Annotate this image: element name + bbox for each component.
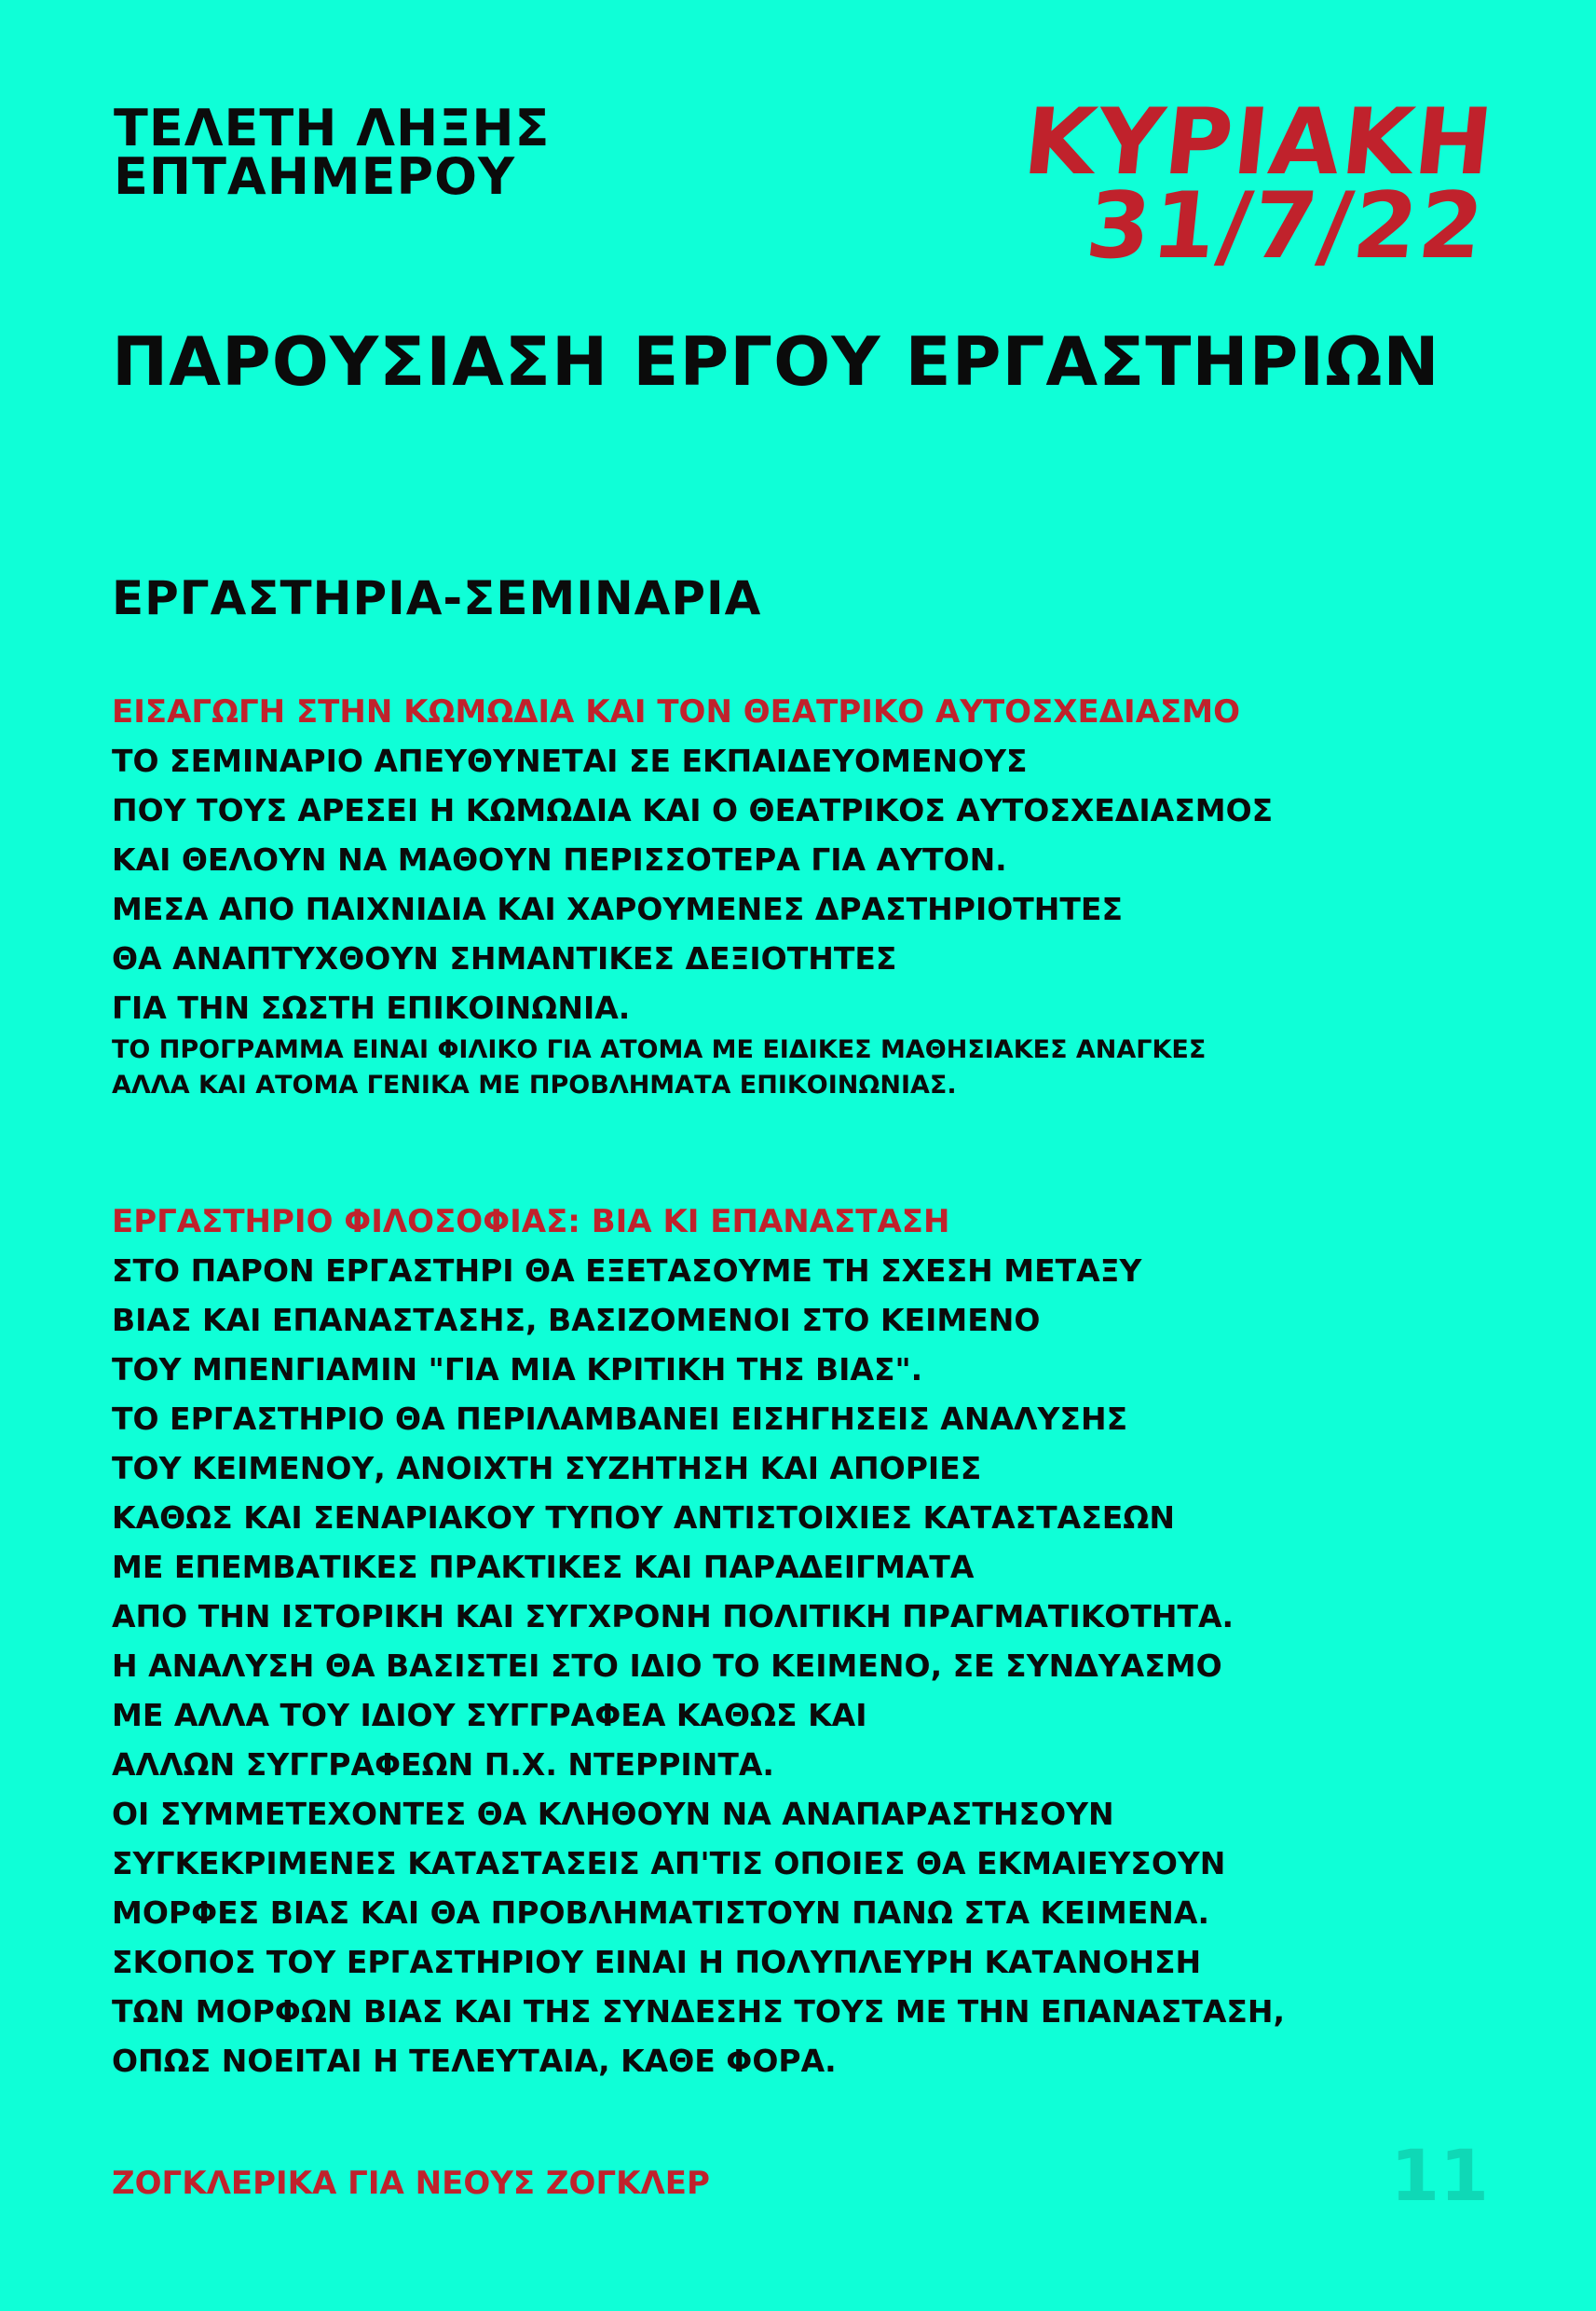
workshop-line: ΓΙΑ ΤΗΝ ΣΩΣΤΗ ΕΠΙΚΟΙΝΩΝΙΑ.	[112, 990, 631, 1026]
event-name-line-2: ΕΠΤΑΗΜΕΡΟΥ	[114, 147, 516, 206]
section-title: ΕΡΓΑΣΤΗΡΙΑ-ΣΕΜΙΝΑΡΙΑ	[112, 571, 762, 625]
workshop-line: ΟΙ ΣΥΜΜΕΤΕΧΟΝΤΕΣ ΘΑ ΚΛΗΘΟΥΝ ΝΑ ΑΝΑΠΑΡΑΣΤΗΣΟΥΝ	[112, 1796, 1114, 1832]
workshop-title: ΕΡΓΑΣΤΗΡΙΟ ΦΙΛΟΣΟΦΙΑΣ: ΒΙΑ ΚΙ ΕΠΑΝΑΣΤΑΣΗ	[112, 1203, 950, 1240]
workshop-line: ΤΟ ΕΡΓΑΣΤΗΡΙΟ ΘΑ ΠΕΡΙΛΑΜΒΑΝΕΙ ΕΙΣΗΓΗΣΕΙΣ ΑΝΑΛΥΣΗΣ	[112, 1401, 1128, 1437]
page-title: ΠΑΡΟΥΣΙΑΣΗ ΕΡΓΟΥ ΕΡΓΑΣΤΗΡΙΩΝ	[112, 322, 1440, 401]
workshop-note: ΤΟ ΠΡΟΓΡΑΜΜΑ ΕΙΝΑΙ ΦΙΛΙΚΟ ΓΙΑ ΑΤΟΜΑ ΜΕ ΕΙΔΙΚΕΣ ΜΑΘΗΣΙΑΚΕΣ ΑΝΑΓΚΕΣ	[112, 1035, 1207, 1064]
workshop-line: ΚΑΙ ΘΕΛΟΥΝ ΝΑ ΜΑΘΟΥΝ ΠΕΡΙΣΣΟΤΕΡΑ ΓΙΑ ΑΥΤΟΝ.	[112, 841, 1007, 878]
workshop-line: ΚΑΘΩΣ ΚΑΙ ΣΕΝΑΡΙΑΚΟΥ ΤΥΠΟΥ ΑΝΤΙΣΤΟΙΧΙΕΣ ΚΑΤΑΣΤΑΣΕΩΝ	[112, 1499, 1175, 1536]
workshop-line: ΠΟΥ ΤΟΥΣ ΑΡΕΣΕΙ Η ΚΩΜΩΔΙΑ ΚΑΙ Ο ΘΕΑΤΡΙΚΟΣ ΑΥΤΟΣΧΕΔΙΑΣΜΟΣ	[112, 792, 1274, 828]
workshop-line: ΒΙΑΣ ΚΑΙ ΕΠΑΝΑΣΤΑΣΗΣ, ΒΑΣΙΖΟΜΕΝΟΙ ΣΤΟ ΚΕΙΜΕΝΟ	[112, 1302, 1041, 1338]
workshop-line: ΜΕΣΑ ΑΠΟ ΠΑΙΧΝΙΔΙΑ ΚΑΙ ΧΑΡΟΥΜΕΝΕΣ ΔΡΑΣΤΗΡΙΟΤΗΤΕΣ	[112, 891, 1124, 927]
workshop-line: ΤΟ ΣΕΜΙΝΑΡΙΟ ΑΠΕΥΘΥΝΕΤΑΙ ΣΕ ΕΚΠΑΙΔΕΥΟΜΕΝΟΥΣ	[112, 743, 1028, 779]
event-name-line-1: ΤΕΛΕΤΗ ΛΗΞΗΣ	[114, 99, 551, 157]
workshop-line: ΘΑ ΑΝΑΠΤΥΧΘΟΥΝ ΣΗΜΑΝΤΙΚΕΣ ΔΕΞΙΟΤΗΤΕΣ	[112, 940, 897, 977]
event-date-value: 31/7/22	[1081, 173, 1491, 280]
workshop-line: ΑΛΛΩΝ ΣΥΓΓΡΑΦΕΩΝ Π.Χ. ΝΤΕΡΡΙΝΤΑ.	[112, 1746, 774, 1783]
footer-text: ΖΟΓΚΛΕΡΙΚΑ ΓΙΑ ΝΕΟΥΣ ΖΟΓΚΛΕΡ	[112, 2165, 710, 2202]
page-number: 11	[1390, 2134, 1489, 2217]
workshop-line: ΣΥΓΚΕΚΡΙΜΕΝΕΣ ΚΑΤΑΣΤΑΣΕΙΣ ΑΠ'ΤΙΣ ΟΠΟΙΕΣ ΘΑ ΕΚΜΑΙΕΥΣΟΥΝ	[112, 1845, 1226, 1881]
workshop-line: ΤΟΥ ΚΕΙΜΕΝΟΥ, ΑΝΟΙΧΤΗ ΣΥΖΗΤΗΣΗ ΚΑΙ ΑΠΟΡΙΕΣ	[112, 1450, 982, 1486]
workshop-line: ΜΟΡΦΕΣ ΒΙΑΣ ΚΑΙ ΘΑ ΠΡΟΒΛΗΜΑΤΙΣΤΟΥΝ ΠΑΝΩ ΣΤΑ ΚΕΙΜΕΝΑ.	[112, 1894, 1209, 1931]
workshop-line: ΤΟΥ ΜΠΕΝΓΙΑΜΙΝ "ΓΙΑ ΜΙΑ ΚΡΙΤΙΚΗ ΤΗΣ ΒΙΑΣ".	[112, 1351, 923, 1388]
workshop-line: ΣΤΟ ΠΑΡΟΝ ΕΡΓΑΣΤΗΡΙ ΘΑ ΕΞΕΤΑΣΟΥΜΕ ΤΗ ΣΧΕΣΗ ΜΕΤΑΞΥ	[112, 1252, 1142, 1289]
event-date	[1012, 89, 1499, 280]
workshop-title: ΕΙΣΑΓΩΓΗ ΣΤΗΝ ΚΩΜΩΔΙΑ ΚΑΙ ΤΟΝ ΘΕΑΤΡΙΚΟ ΑΥΤΟΣΧΕΔΙΑΣΜΟ	[112, 693, 1240, 731]
workshop-philosophy	[112, 1197, 1491, 2085]
workshop-line: ΟΠΩΣ ΝΟΕΙΤΑΙ Η ΤΕΛΕΥΤΑΙΑ, ΚΑΘΕ ΦΟΡΑ.	[112, 2043, 837, 2079]
workshop-line: ΜΕ ΕΠΕΜΒΑΤΙΚΕΣ ΠΡΑΚΤΙΚΕΣ ΚΑΙ ΠΑΡΑΔΕΙΓΜΑΤΑ	[112, 1549, 975, 1585]
workshop-comedy	[112, 688, 1491, 1103]
workshop-line: ΑΠΟ ΤΗΝ ΙΣΤΟΡΙΚΗ ΚΑΙ ΣΥΓΧΡΟΝΗ ΠΟΛΙΤΙΚΗ ΠΡΑΓΜΑΤΙΚΟΤΗΤΑ.	[112, 1598, 1235, 1634]
event-name	[114, 99, 551, 206]
workshop-line: Η ΑΝΑΛΥΣΗ ΘΑ ΒΑΣΙΣΤΕΙ ΣΤΟ ΙΔΙΟ ΤΟ ΚΕΙΜΕΝΟ, ΣΕ ΣΥΝΔΥΑΣΜΟ	[112, 1648, 1222, 1684]
workshop-note: ΑΛΛΑ ΚΑΙ ΑΤΟΜΑ ΓΕΝΙΚΑ ΜΕ ΠΡΟΒΛΗΜΑΤΑ ΕΠΙΚΟΙΝΩΝΙΑΣ.	[112, 1071, 957, 1100]
workshop-line: ΜΕ ΑΛΛΑ ΤΟΥ ΙΔΙΟΥ ΣΥΓΓΡΑΦΕΑ ΚΑΘΩΣ ΚΑΙ	[112, 1697, 867, 1733]
workshop-line: ΤΩΝ ΜΟΡΦΩΝ ΒΙΑΣ ΚΑΙ ΤΗΣ ΣΥΝΔΕΣΗΣ ΤΟΥΣ ΜΕ ΤΗΝ ΕΠΑΝΑΣΤΑΣΗ,	[112, 1993, 1286, 2030]
event-date-day: ΚΥΡΙΑΚΗ	[1018, 89, 1499, 196]
workshop-line: ΣΚΟΠΟΣ ΤΟΥ ΕΡΓΑΣΤΗΡΙΟΥ ΕΙΝΑΙ Η ΠΟΛΥΠΛΕΥΡΗ ΚΑΤΑΝΟΗΣΗ	[112, 1944, 1202, 1980]
